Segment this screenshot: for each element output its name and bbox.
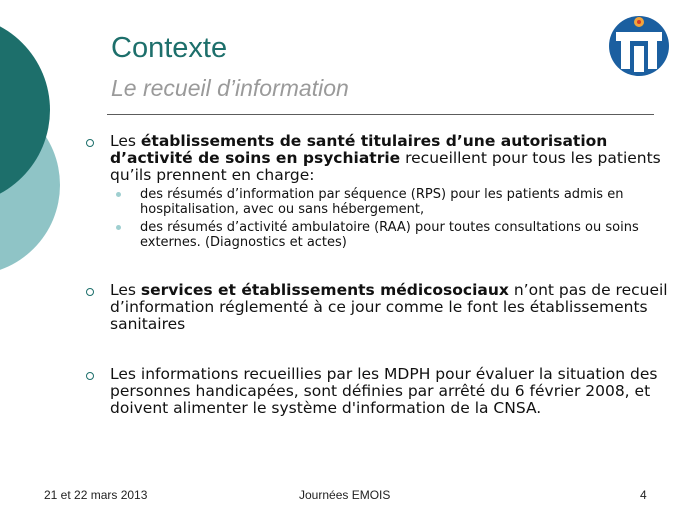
slide-subtitle: Le recueil d’information xyxy=(111,75,349,101)
sub-bullet-item: des résumés d’activité ambulatoire (RAA) pour toutes consultations ou soins externes. (Diagnostics et actes) xyxy=(110,220,680,250)
institution-logo-icon xyxy=(608,12,670,78)
bullet-bold-text: établissements de santé titulaires d’une autorisation d’activité de soins en psychiatrie xyxy=(110,132,608,167)
title-divider xyxy=(107,114,654,115)
slide-body xyxy=(84,133,680,417)
footer-date: 21 et 22 mars 2013 xyxy=(44,488,148,502)
bullet-item: Les établissements de santé titulaires d’une autorisation d’activité de soins en psychiatrie recueillent pour tous les patients qu’ils prennent en charge: xyxy=(84,133,680,184)
sub-bullet-item: des résumés d’information par séquence (RPS) pour les patients admis en hospitalisation, avec ou sans hébergement, xyxy=(110,187,680,217)
bullet-item: Les services et établissements médicosociaux n’ont pas de recueil d’information réglementé à ce jour comme le font les établissements sanitaires xyxy=(84,282,680,333)
footer-event: Journées EMOIS xyxy=(299,488,391,502)
bullet-bold-text: services et établissements médicosociaux xyxy=(140,281,509,299)
page-number: 4 xyxy=(640,488,647,502)
slide-title: Contexte xyxy=(111,32,228,64)
bullet-item: Les informations recueillies par les MDPH pour évaluer la situation des personnes handicapées, sont définies par arrêté du 6 février 2008, et doivent alimenter le système d'information de la CNSA. xyxy=(84,366,680,417)
